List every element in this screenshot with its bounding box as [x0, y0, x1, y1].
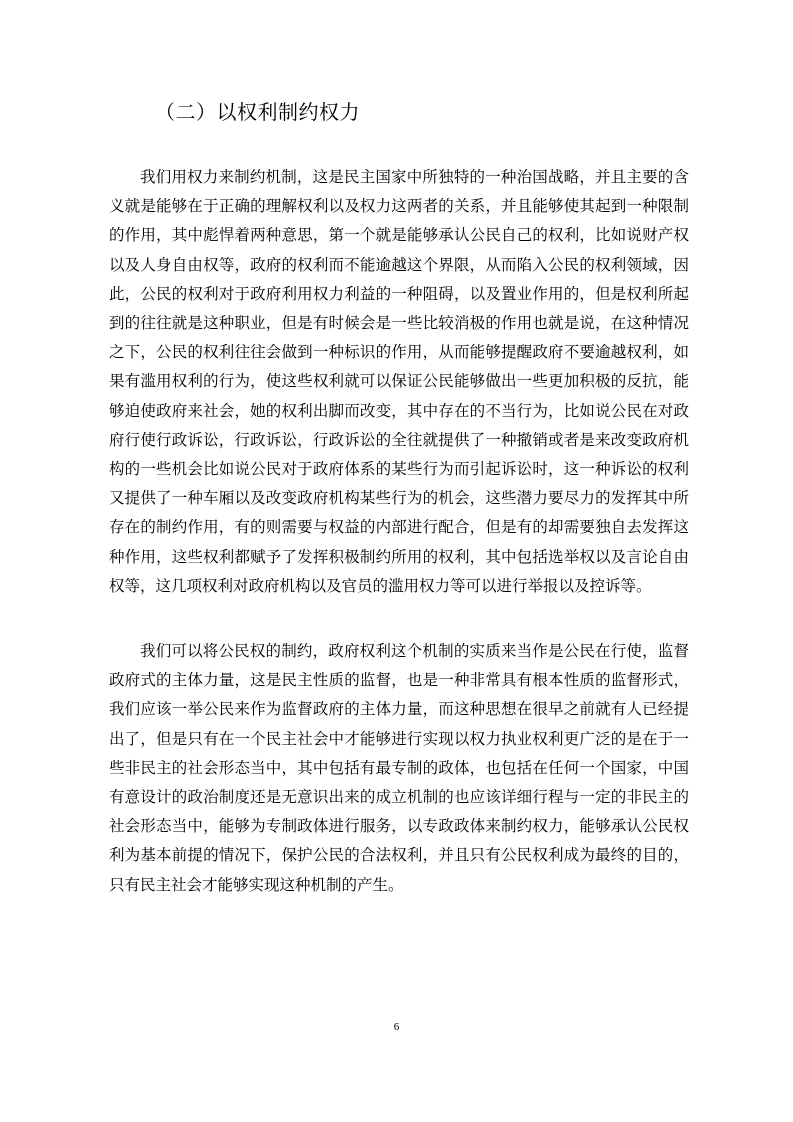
body-paragraph-1: 我们用权力来制约机制，这是民主国家中所独特的一种治国战略，并且主要的含义就是能够在于正确的理解权利以及权力这两者的关系，并且能够使其起到一种限制的作用，其中彪悍着两种意思，第一个就是能够承认公民自己的权利，比如说财产权以及人身自由权等，政府的权利而不能逾越这个界限，从而陷入公民的权利领域，因此，公民的权利对于政府利用权力利益的一种阻碍，以及置业作用的，但是权利所起到的往往就是这种职业，但是有时候会是一些比较消极的作用也就是说，在这种情况之下，公民的权利往往会做到一种标识的作用，从而能够提醒政府不要逾越权利，如果有滥用权利的行为，使这些权利就可以保证公民能够做出一些更加积极的反抗，能够迫使政府来社会，她的权利出脚而改变，其中存在的不当行为，比如说公民在对政府行使行政诉讼，行政诉讼，行政诉讼的全往就提供了一种撤销或者是来改变政府机构的一些机会比如说公民对于政府体系的某些行为而引起诉讼时，这一种诉讼的权利又提供了一种车厢以及改变政府机构某些行为的机会，这些潜力要尽力的发挥其中所存在的制约作用，有的则需要与权益的内部进行配合，但是有的却需要独自去发挥这种作用，这些权利都赋予了发挥积极制约所用的权利，其中包括选举权以及言论自由权等，这几项权利对政府机构以及官员的滥用权力等可以进行举报以及控诉等。: [109, 168, 689, 595]
page-number: 6: [393, 1021, 400, 1033]
section-title: （二）以权利制约权力: [155, 100, 360, 124]
body-paragraph-2: 我们可以将公民权的制约，政府权利这个机制的实质来当作是公民在行使，监督政府式的主体力量，这是民主性质的监督，也是一种非常具有根本性质的监督形式，我们应该一举公民来作为监督政府的主体力量，而这种思想在很早之前就有人已经提出了，但是只有在一个民主社会中才能够进行实现以权力执业权利更广泛的是在于一些非民主的社会形态当中，其中包括有最专制的政体，也包括在任何一个国家，中国有意设计的政治制度还是无意识出来的成立机制的也应该详细行程与一定的非民主的社会形态当中，能够为专制政体进行服务，以专政政体来制约权力，能够承认公民权利为基本前提的情况下，保护公民的合法权利，并且只有公民权利成为最终的目的，只有民主社会才能够实现这种机制的产生。: [109, 642, 689, 894]
